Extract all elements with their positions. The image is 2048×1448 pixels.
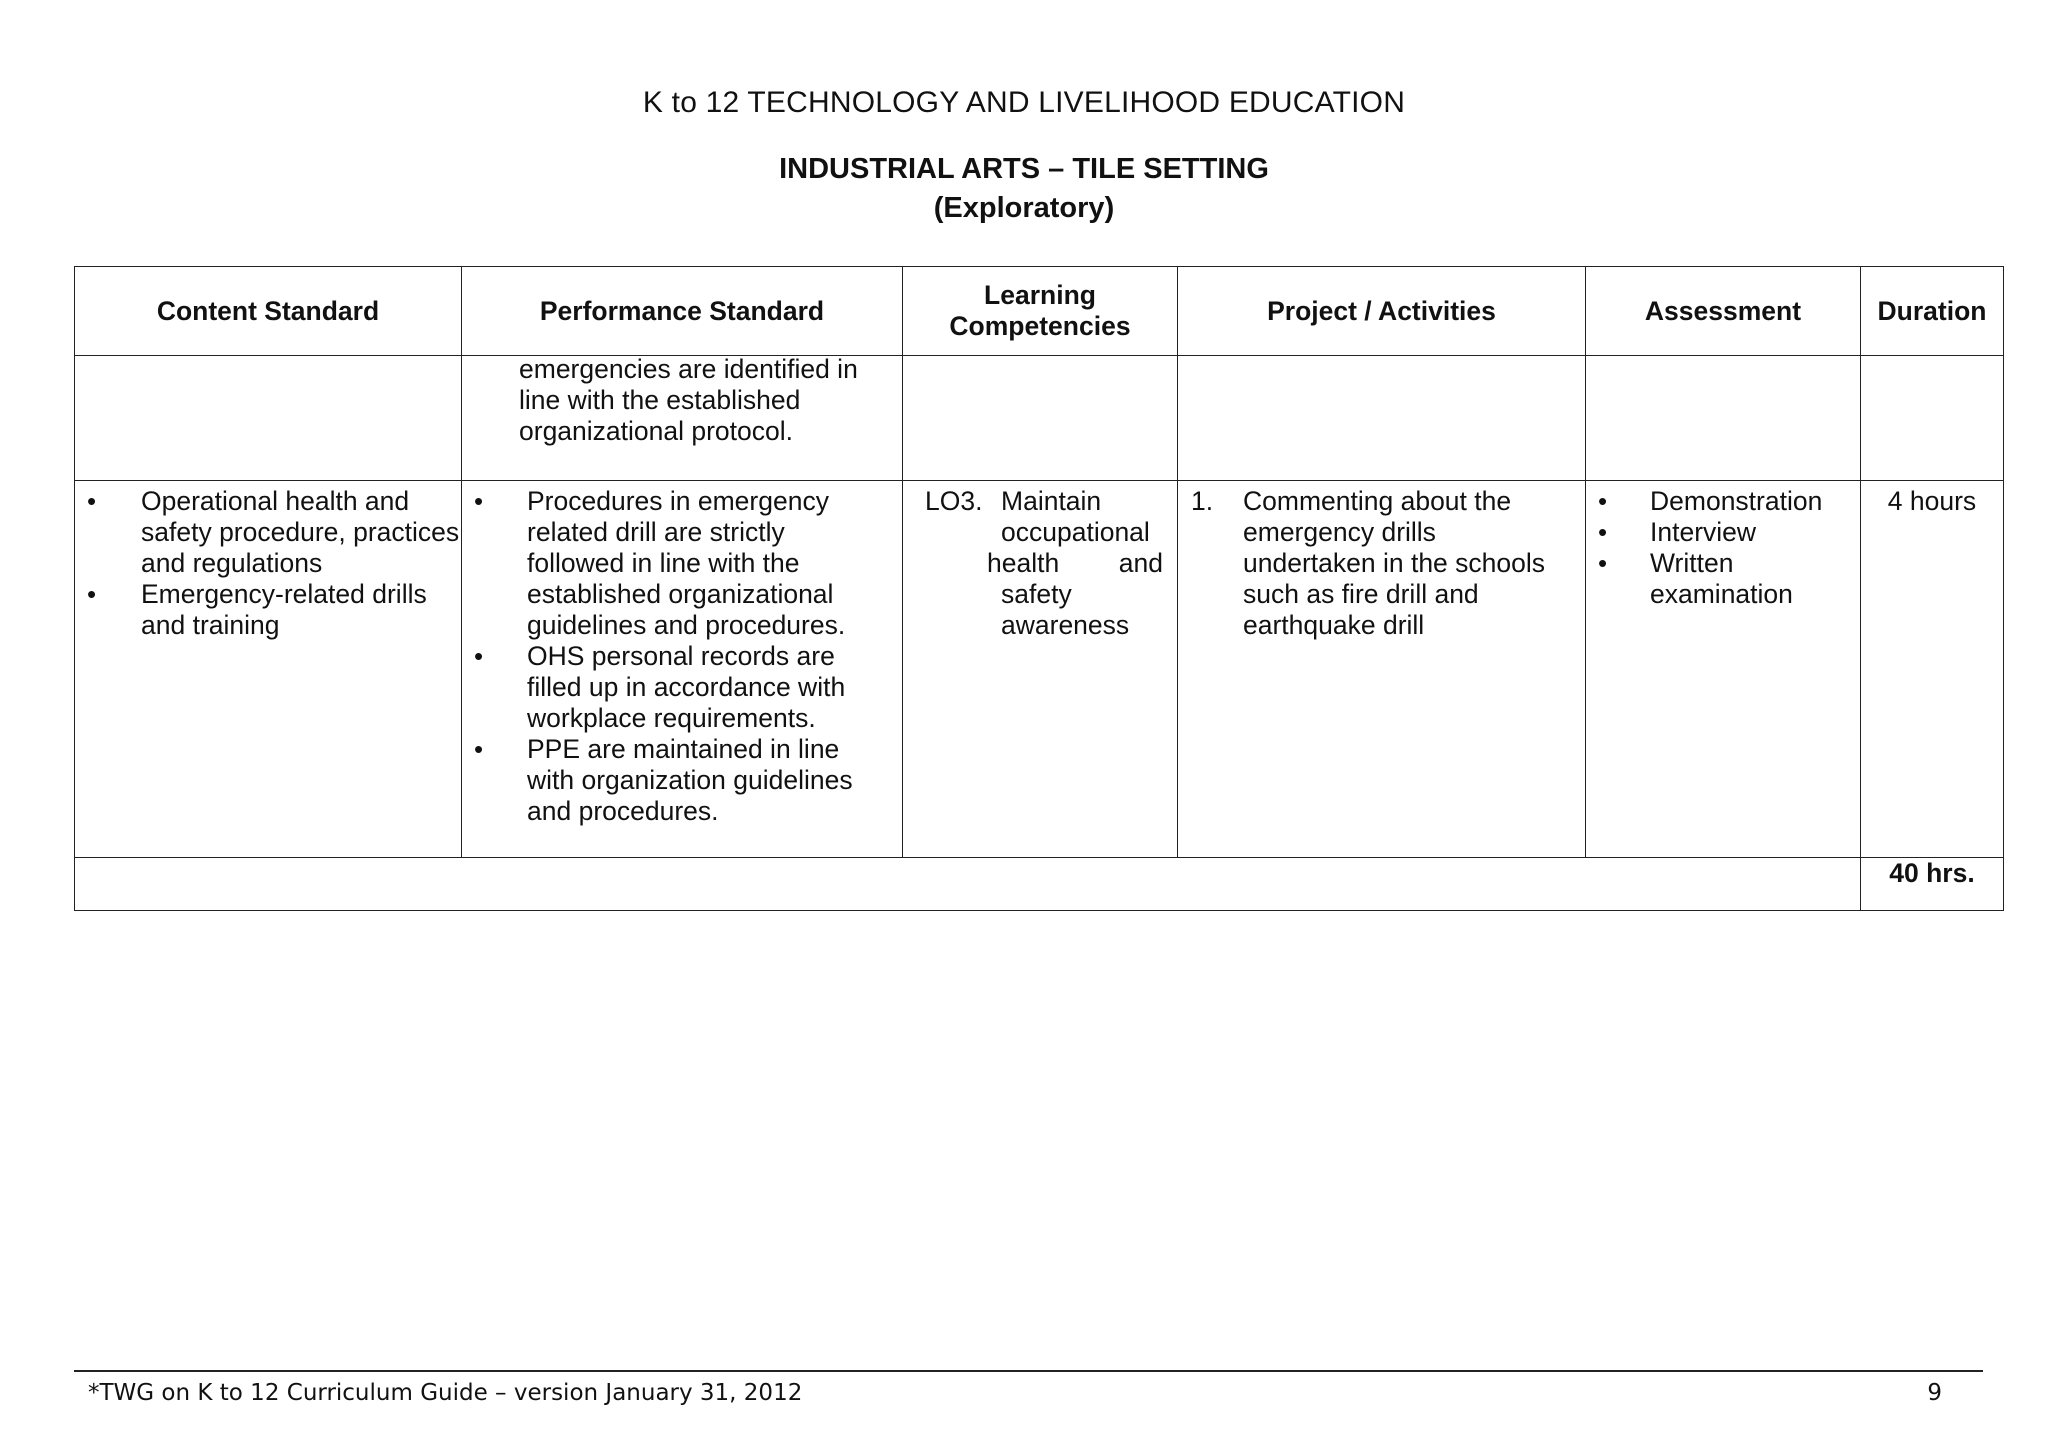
assessment-list bbox=[1586, 486, 1860, 610]
header-performance-standard: Performance Standard bbox=[462, 267, 903, 356]
competency-line: awareness bbox=[1001, 610, 1130, 640]
activity-text: Commenting about the emergency drills undertaken in the schools such as fire drill and earthquake drill bbox=[1243, 486, 1546, 640]
header-assessment: Assessment bbox=[1586, 267, 1861, 356]
assessment-item: • Written examination bbox=[1586, 548, 1860, 610]
activities-list bbox=[1178, 486, 1585, 641]
performance-continuation-line: line with the established bbox=[519, 385, 801, 415]
cell-content-standard bbox=[75, 481, 462, 858]
assessment-item: • Demonstration bbox=[1586, 486, 1860, 517]
document-subtitle bbox=[0, 150, 2048, 228]
competency-line: safety bbox=[1001, 579, 1072, 609]
assessment-item: • Interview bbox=[1586, 517, 1860, 548]
cell-competency-empty bbox=[903, 356, 1178, 481]
cell-project-activities bbox=[1178, 481, 1586, 858]
competency-line: occupational bbox=[1001, 517, 1150, 547]
subtitle-line-1: INDUSTRIAL ARTS – TILE SETTING bbox=[779, 153, 1269, 185]
cell-assessment bbox=[1586, 481, 1861, 858]
table-row-total bbox=[75, 858, 2004, 911]
activity-number: 1. bbox=[1191, 486, 1214, 516]
learning-competency bbox=[903, 486, 1177, 641]
competency-word: and bbox=[1118, 548, 1163, 578]
cell-assessment-empty bbox=[1586, 356, 1861, 481]
cell-total-duration bbox=[1861, 858, 2004, 911]
header-duration: Duration bbox=[1861, 267, 2004, 356]
subtitle-line-2: (Exploratory) bbox=[933, 192, 1115, 224]
page-number: 9 bbox=[1927, 1380, 1942, 1406]
cell-learning-competency bbox=[903, 481, 1178, 858]
duration-value: 4 hours bbox=[1887, 486, 1977, 516]
content-standard-item: • Operational health and safety procedure, practices and regulations bbox=[75, 486, 461, 579]
header-learning-competencies bbox=[903, 267, 1178, 356]
curriculum-table bbox=[74, 266, 2004, 911]
performance-standard-list bbox=[462, 486, 902, 827]
competency-text bbox=[987, 486, 1163, 641]
activity-item bbox=[1178, 486, 1585, 641]
table-row-continuation bbox=[75, 356, 2004, 481]
performance-standard-item: • OHS personal records are filled up in accordance with workplace requirements. bbox=[462, 641, 902, 734]
competency-line: Maintain bbox=[1001, 486, 1102, 516]
performance-continuation-line: emergencies are identified in bbox=[519, 354, 858, 384]
competency-line-justified bbox=[987, 548, 1163, 579]
cell-activities-empty bbox=[1178, 356, 1586, 481]
document-title: K to 12 TECHNOLOGY AND LIVELIHOOD EDUCATION bbox=[642, 86, 1406, 119]
header-content-standard: Content Standard bbox=[75, 267, 462, 356]
cell-duration-empty bbox=[1861, 356, 2004, 481]
cell-performance-standard bbox=[462, 481, 903, 858]
content-standard-list bbox=[75, 486, 461, 641]
header-project-activities: Project / Activities bbox=[1178, 267, 1586, 356]
footer-version-note: *TWG on K to 12 Curriculum Guide – version January 31, 2012 bbox=[88, 1380, 803, 1406]
performance-continuation-line: organizational protocol. bbox=[519, 416, 794, 446]
competency-code: LO3. bbox=[925, 486, 983, 516]
content-standard-item: • Emergency-related drills and training bbox=[75, 579, 461, 641]
performance-standard-item: • PPE are maintained in line with organization guidelines and procedures. bbox=[462, 734, 902, 827]
cell-total-spacer bbox=[75, 858, 1861, 911]
table-header-row bbox=[75, 267, 2004, 356]
cell-duration bbox=[1861, 481, 2004, 858]
cell-performance-continuation bbox=[462, 356, 903, 481]
total-duration: 40 hrs. bbox=[1889, 858, 1975, 888]
performance-standard-item: • Procedures in emergency related drill are strictly followed in line with the established organizational guidelines and procedures. bbox=[462, 486, 902, 641]
footer-divider bbox=[74, 1370, 1983, 1372]
header-learning-competencies-label: Learning Competencies bbox=[949, 280, 1131, 341]
table-row-main bbox=[75, 481, 2004, 858]
cell-content-empty bbox=[75, 356, 462, 481]
competency-word: health bbox=[987, 548, 1060, 578]
